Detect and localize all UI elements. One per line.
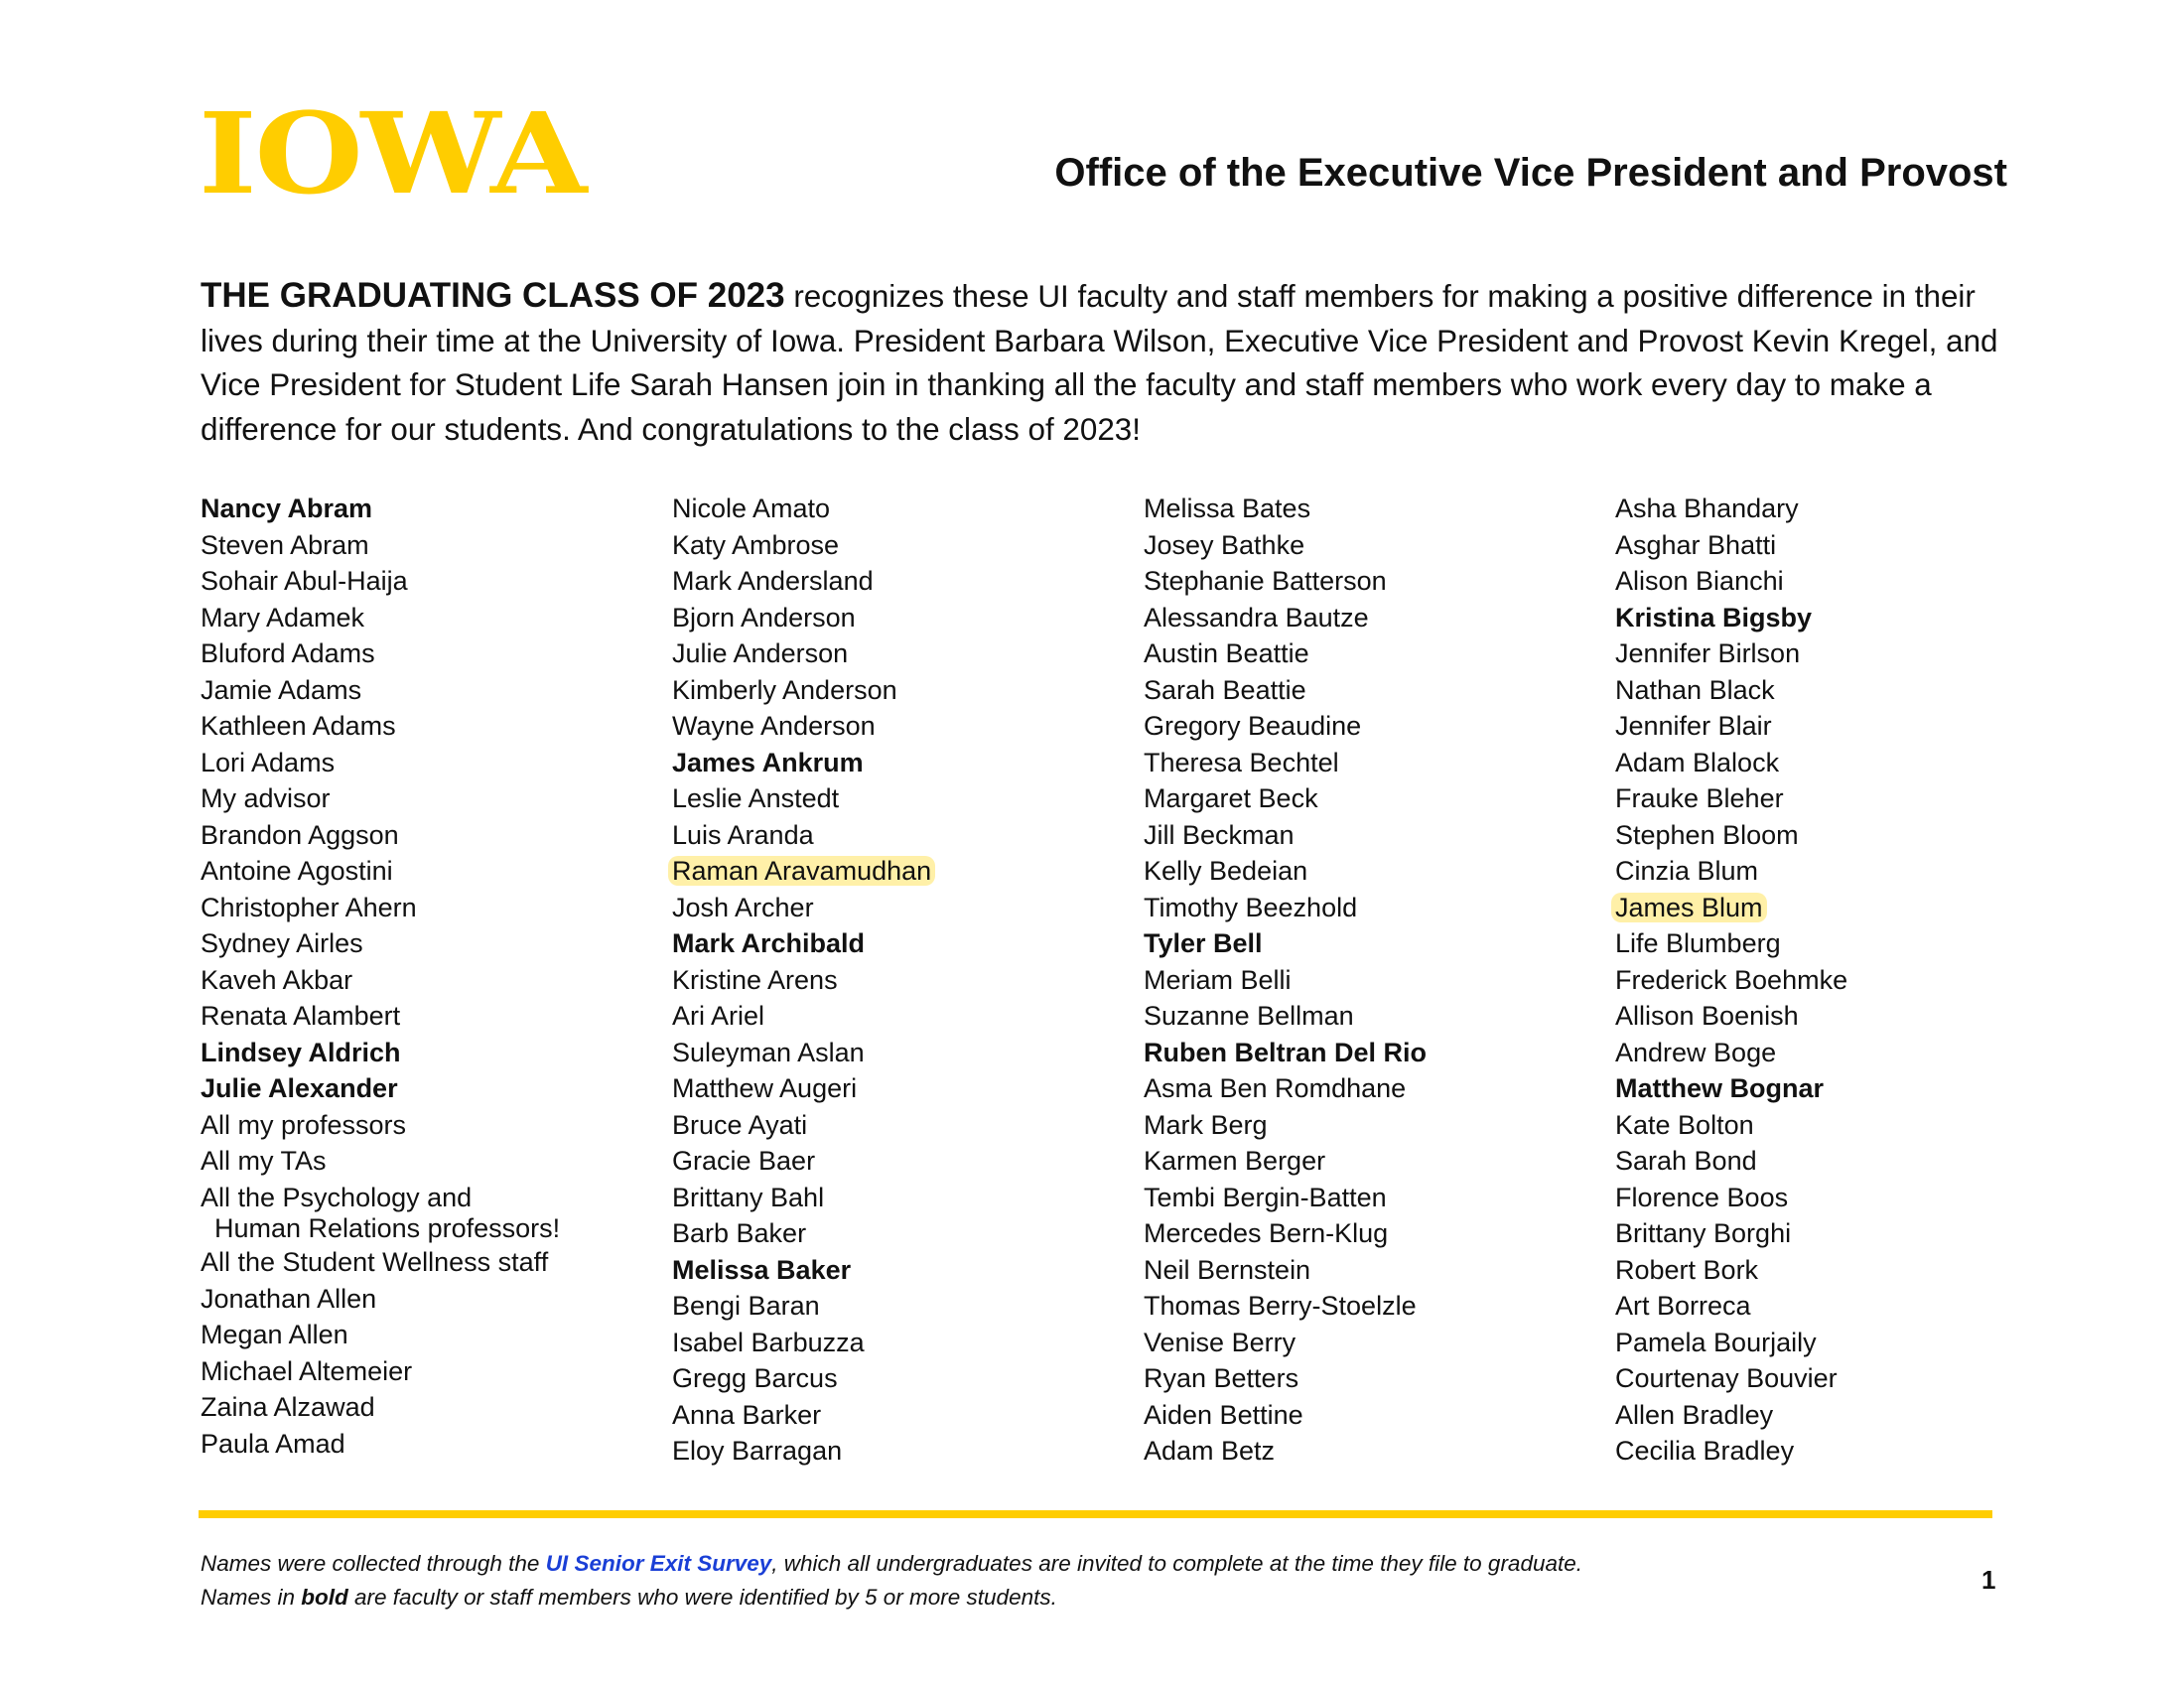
list-item: Gregg Barcus [672, 1363, 838, 1393]
list-item: Isabel Barbuzza [672, 1327, 865, 1357]
list-item: Thomas Berry-Stoelzle [1144, 1291, 1417, 1321]
highlighted-name [672, 853, 1144, 890]
list-item: Lindsey Aldrich [201, 1037, 401, 1067]
list-item: Kathleen Adams [201, 711, 396, 741]
name-highlight: James Blum [1611, 893, 1767, 922]
list-item: Kristina Bigsby [1615, 602, 1813, 633]
footer-line-2 [201, 1581, 1582, 1615]
list-item: Jonathan Allen [201, 1283, 377, 1314]
list-item: Michael Altemeier [201, 1355, 413, 1386]
list-item: Christopher Ahern [201, 892, 417, 922]
list-item: Kaveh Akbar [201, 964, 353, 995]
list-item: Sohair Abul-Haija [201, 566, 408, 596]
list-item: Adam Blalock [1615, 747, 1780, 777]
list-item: James Ankrum [672, 747, 864, 777]
list-item: Bjorn Anderson [672, 602, 856, 633]
list-item: Ruben Beltran Del Rio [1144, 1037, 1428, 1067]
list-item: Brandon Aggson [201, 819, 399, 850]
list-item: Melissa Bates [1144, 493, 1311, 523]
list-item: Megan Allen [201, 1320, 348, 1349]
list-item: All the Psychology and [201, 1182, 473, 1212]
list-item: Human Relations professors! [214, 1213, 561, 1243]
intro-body: recognizes these UI faculty and staff members for making a positive difference in their lives during their time at the University of Iowa. President Barbara Wilson, Executive Vice President and Provost Kevin Kregel, and Vice President for Student Life Sarah Hansen join in thanking all the faculty and staff members who work every day to make a difference for our students. And congratulations to the class of 2023! [201, 279, 1998, 447]
names-column-2 [672, 491, 1144, 1470]
list-item: Allison Boenish [1615, 1001, 1799, 1031]
list-item: Alessandra Bautze [1144, 602, 1369, 633]
list-item: Sydney Airles [201, 928, 363, 958]
list-item: Robert Bork [1615, 1254, 1759, 1285]
list-item: Allen Bradley [1615, 1399, 1774, 1430]
list-item: My advisor [201, 783, 331, 813]
names-column-1 [201, 491, 672, 1470]
senior-exit-survey-link[interactable]: UI Senior Exit Survey [545, 1551, 772, 1576]
list-item: Adam Betz [1144, 1436, 1276, 1466]
list-item: Frederick Boehmke [1615, 964, 1848, 995]
list-item: Mark Andersland [672, 566, 874, 596]
list-item: Asha Bhandary [1615, 493, 1799, 523]
gold-divider [199, 1510, 1992, 1518]
list-item: Frauke Bleher [1615, 783, 1784, 813]
list-item: Andrew Boge [1615, 1037, 1777, 1067]
list-item: Jennifer Blair [1615, 711, 1772, 741]
list-item: Ryan Betters [1144, 1363, 1299, 1393]
footer-line-1 [201, 1547, 1582, 1581]
list-item: Julie Alexander [201, 1073, 398, 1103]
list-item: Theresa Bechtel [1144, 747, 1339, 777]
names-column-3 [1144, 491, 1615, 1470]
list-item: Tembi Bergin-Batten [1144, 1182, 1387, 1212]
list-item: Anna Barker [672, 1399, 822, 1430]
footer-notes [201, 1547, 1582, 1615]
list-item: Neil Bernstein [1144, 1254, 1311, 1285]
list-item: Brittany Borghi [1615, 1218, 1792, 1248]
names-columns [201, 491, 2087, 1470]
list-item: Bruce Ayati [672, 1109, 808, 1140]
list-item: Art Borreca [1615, 1291, 1751, 1321]
list-item: All my professors [201, 1109, 407, 1140]
list-item: Nancy Abram [201, 493, 373, 523]
list-item: Josh Archer [672, 892, 814, 922]
list-item: Mark Berg [1144, 1109, 1268, 1140]
list-item: Brittany Bahl [672, 1182, 825, 1212]
page-number: 1 [1981, 1565, 1996, 1595]
list-item: Florence Boos [1615, 1182, 1789, 1212]
list-item: Leslie Anstedt [672, 783, 840, 813]
list-item: Julie Anderson [672, 638, 849, 668]
list-item: Kelly Bedeian [1144, 856, 1308, 886]
list-item: Melissa Baker [672, 1254, 852, 1285]
footer-bold-word: bold [301, 1585, 348, 1610]
list-item: All my TAs [201, 1146, 327, 1176]
list-item: Kimberly Anderson [672, 674, 897, 705]
list-item: Matthew Bognar [1615, 1073, 1825, 1103]
list-item: Asghar Bhatti [1615, 529, 1777, 560]
list-item: Gracie Baer [672, 1146, 816, 1176]
list-item: Asma Ben Romdhane [1144, 1073, 1407, 1103]
list-item: Suleyman Aslan [672, 1037, 865, 1067]
list-item: Nicole Amato [672, 493, 831, 523]
list-item: Wayne Anderson [672, 711, 876, 741]
list-item: Matthew Augeri [672, 1073, 858, 1103]
list-item: Kristine Arens [672, 964, 838, 995]
list-item: Barb Baker [672, 1218, 807, 1248]
highlighted-name [1615, 890, 2087, 926]
list-item: Alison Bianchi [1615, 566, 1784, 596]
list-item: Aiden Bettine [1144, 1399, 1303, 1430]
list-item: All the Student Wellness staff [201, 1247, 549, 1277]
list-item: Meriam Belli [1144, 964, 1292, 995]
list-item: Gregory Beaudine [1144, 711, 1362, 741]
list-item: Mark Archibald [672, 928, 866, 958]
list-item: Pamela Bourjaily [1615, 1327, 1817, 1357]
list-item: Paula Amad [201, 1428, 345, 1459]
list-item: Timothy Beezhold [1144, 892, 1358, 922]
list-item: Tyler Bell [1144, 928, 1263, 958]
list-item: Cinzia Blum [1615, 856, 1759, 886]
list-item: Margaret Beck [1144, 783, 1318, 813]
iowa-logo: IOWA [199, 89, 586, 219]
list-item: Lori Adams [201, 747, 336, 777]
list-item: Katy Ambrose [672, 529, 840, 560]
list-item: Antoine Agostini [201, 856, 393, 886]
list-item: Jennifer Birlson [1615, 638, 1801, 668]
list-item: Kate Bolton [1615, 1109, 1754, 1140]
list-item: Luis Aranda [672, 819, 814, 850]
list-item: Karmen Berger [1144, 1146, 1326, 1176]
list-item: Jill Beckman [1144, 819, 1295, 850]
list-item: Cecilia Bradley [1615, 1436, 1795, 1466]
footer-text: Names were collected through the [201, 1551, 546, 1576]
name-highlight: Raman Aravamudhan [668, 856, 935, 886]
list-item: Zaina Alzawad [201, 1392, 375, 1422]
list-item: Mercedes Bern-Klug [1144, 1218, 1389, 1248]
list-item: Steven Abram [201, 529, 369, 560]
names-column-4 [1615, 491, 2087, 1470]
intro-paragraph [201, 274, 2017, 452]
list-item: Ari Ariel [672, 1001, 765, 1031]
list-item: Stephanie Batterson [1144, 566, 1387, 596]
footer-text: are faculty or staff members who were identified by 5 or more students. [347, 1585, 1057, 1610]
list-item: Josey Bathke [1144, 529, 1305, 560]
list-item: Courtenay Bouvier [1615, 1363, 1838, 1393]
intro-lead: THE GRADUATING CLASS OF 2023 [201, 276, 785, 315]
list-item: Sarah Bond [1615, 1146, 1757, 1176]
list-item: Nathan Black [1615, 674, 1775, 705]
list-item: Suzanne Bellman [1144, 1001, 1354, 1031]
office-title: Office of the Executive Vice President and Provost [1054, 151, 2007, 195]
list-item: Eloy Barragan [672, 1436, 843, 1466]
list-item: Jamie Adams [201, 674, 362, 705]
footer-text: , which all undergraduates are invited to complete at the time they file to graduate. [771, 1551, 1583, 1576]
list-item: Renata Alambert [201, 1001, 401, 1031]
list-item: Austin Beattie [1144, 638, 1309, 668]
list-item: Bengi Baran [672, 1291, 820, 1321]
footer-text: Names in [201, 1585, 302, 1610]
list-item: Venise Berry [1144, 1327, 1297, 1357]
list-item: Life Blumberg [1615, 928, 1781, 958]
list-item: Mary Adamek [201, 602, 365, 633]
list-item: Sarah Beattie [1144, 674, 1306, 705]
list-item: Bluford Adams [201, 638, 375, 668]
list-item: Stephen Bloom [1615, 819, 1799, 850]
